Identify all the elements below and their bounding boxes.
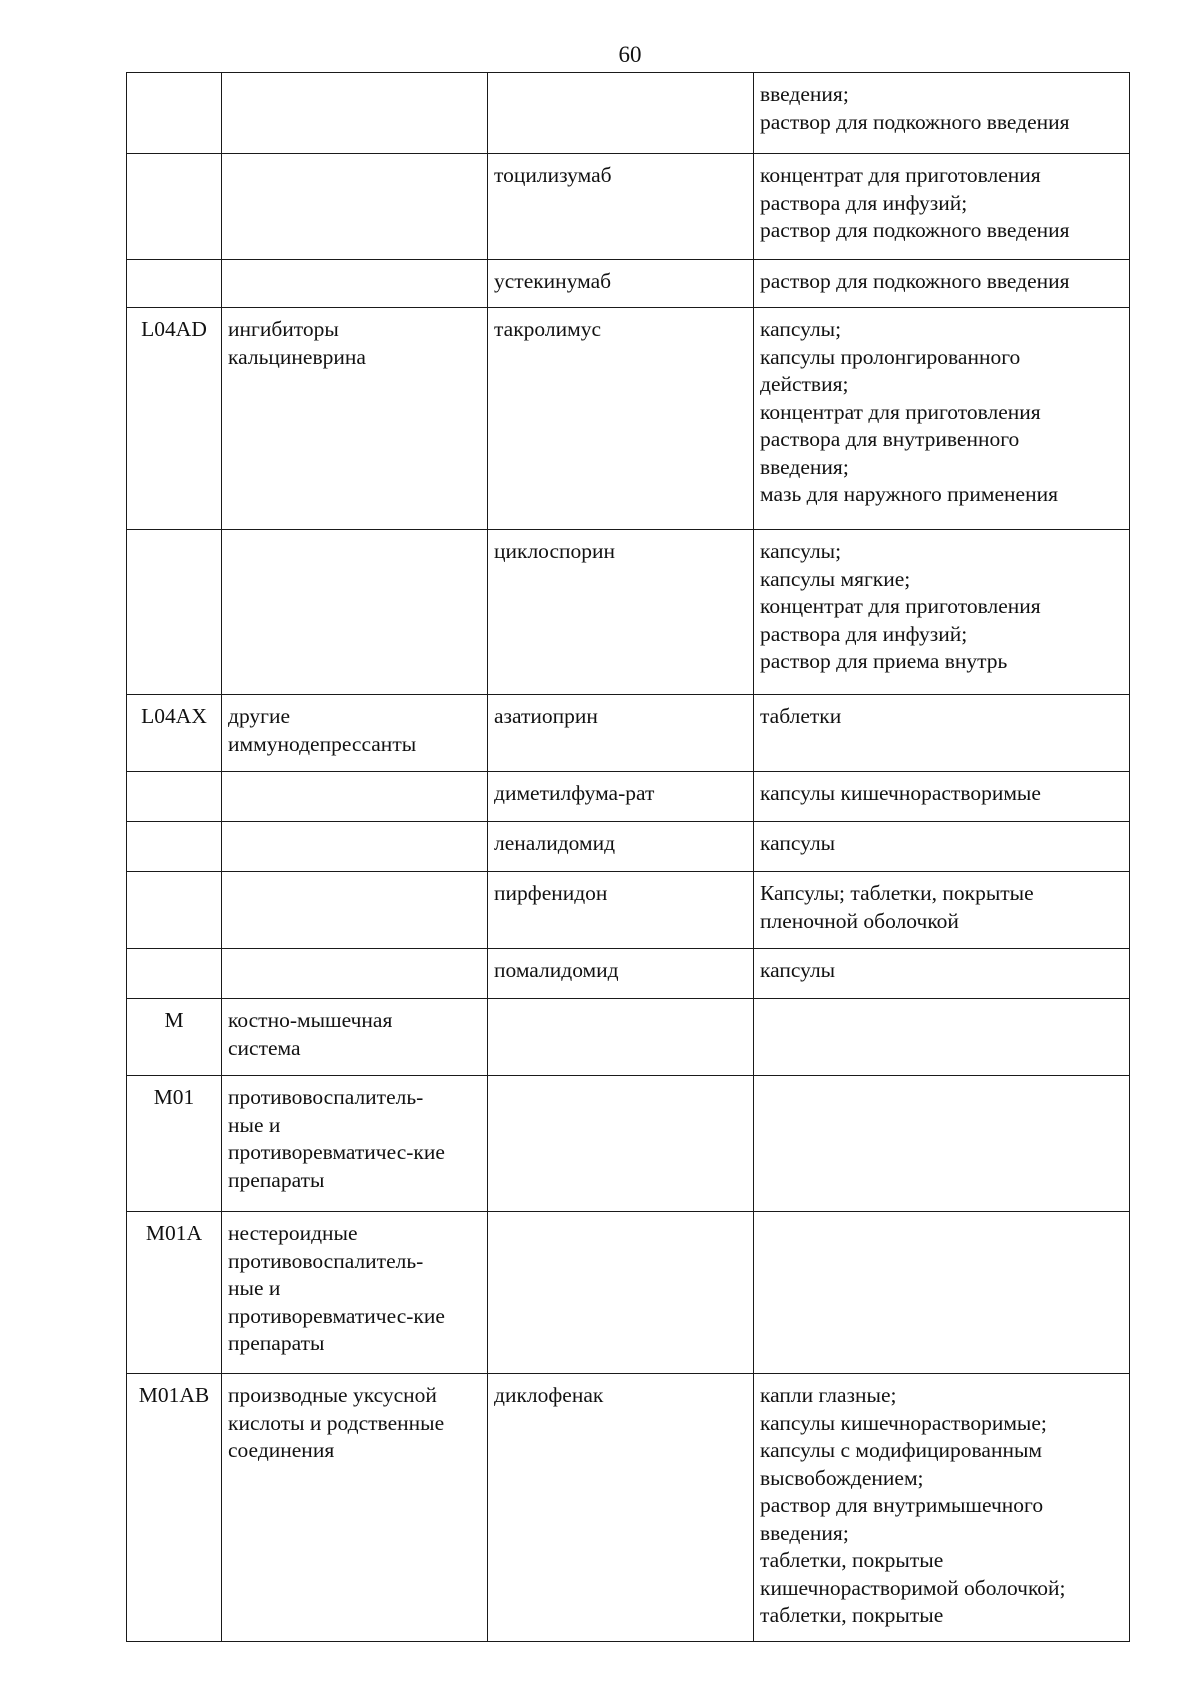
anatomical-group-cell: противовоспалитель- ные и противоревматичес-кие препараты — [222, 1076, 488, 1212]
table-row — [127, 999, 1130, 1076]
atc-code-cell — [127, 872, 222, 949]
drug-name-cell: леналидомид — [488, 822, 754, 872]
drug-name-cell: диклофенак — [488, 1374, 754, 1642]
table-row — [127, 872, 1130, 949]
page-number: 60 — [618, 42, 642, 67]
atc-code-cell: L04AX — [127, 695, 222, 772]
drug-name-cell: пирфенидон — [488, 872, 754, 949]
dosage-form-cell: капсулы кишечнорастворимые — [754, 772, 1130, 822]
atc-code-cell: M01A — [127, 1212, 222, 1374]
dosage-form-cell: Капсулы; таблетки, покрытые пленочной оболочкой — [754, 872, 1130, 949]
table-row — [127, 154, 1130, 260]
atc-code-cell — [127, 154, 222, 260]
dosage-form-cell: концентрат для приготовления раствора для инфузий; раствор для подкожного введения — [754, 154, 1130, 260]
drug-name-cell: циклоспорин — [488, 530, 754, 695]
table-row — [127, 530, 1130, 695]
anatomical-group-cell — [222, 260, 488, 308]
atc-code-cell — [127, 530, 222, 695]
drug-name-cell — [488, 1212, 754, 1374]
atc-code-cell: M01 — [127, 1076, 222, 1212]
anatomical-group-cell — [222, 154, 488, 260]
drug-table — [126, 72, 1130, 1642]
table-row — [127, 695, 1130, 772]
atc-code-cell — [127, 772, 222, 822]
anatomical-group-cell — [222, 73, 488, 154]
table-row — [127, 949, 1130, 999]
table-row — [127, 1076, 1130, 1212]
anatomical-group-cell: нестероидные противовоспалитель- ные и противоревматичес-кие препараты — [222, 1212, 488, 1374]
anatomical-group-cell: другие иммунодепрессанты — [222, 695, 488, 772]
drug-name-cell — [488, 999, 754, 1076]
drug-name-cell — [488, 1076, 754, 1212]
atc-code-cell: M — [127, 999, 222, 1076]
table-row — [127, 822, 1130, 872]
dosage-form-cell: раствор для подкожного введения — [754, 260, 1130, 308]
dosage-form-cell: капсулы; капсулы пролонгированного действия; концентрат для приготовления раствора для внутривенного введения; мазь для наружного применения — [754, 308, 1130, 530]
anatomical-group-cell — [222, 949, 488, 999]
atc-code-cell — [127, 73, 222, 154]
dosage-form-cell — [754, 1076, 1130, 1212]
anatomical-group-cell: производные уксусной кислоты и родственные соединения — [222, 1374, 488, 1642]
table-row — [127, 1212, 1130, 1374]
drug-name-cell: помалидомид — [488, 949, 754, 999]
atc-code-cell — [127, 949, 222, 999]
dosage-form-cell: капсулы — [754, 949, 1130, 999]
atc-code-cell — [127, 822, 222, 872]
dosage-form-cell — [754, 1212, 1130, 1374]
dosage-form-cell: капсулы — [754, 822, 1130, 872]
dosage-form-cell: капсулы; капсулы мягкие; концентрат для приготовления раствора для инфузий; раствор для приема внутрь — [754, 530, 1130, 695]
anatomical-group-cell: ингибиторы кальциневрина — [222, 308, 488, 530]
dosage-form-cell — [754, 999, 1130, 1076]
drug-name-cell: тоцилизумаб — [488, 154, 754, 260]
dosage-form-cell: введения; раствор для подкожного введения — [754, 73, 1130, 154]
anatomical-group-cell — [222, 530, 488, 695]
anatomical-group-cell — [222, 772, 488, 822]
drug-name-cell: азатиоприн — [488, 695, 754, 772]
anatomical-group-cell — [222, 872, 488, 949]
table-row — [127, 73, 1130, 154]
table-row — [127, 772, 1130, 822]
drug-name-cell: такролимус — [488, 308, 754, 530]
table-row — [127, 260, 1130, 308]
dosage-form-cell: капли глазные; капсулы кишечнорастворимые; капсулы с модифицированным высвобождением; раствор для внутримышечного введения; таблетки, покрытые кишечнорастворимой оболочкой; таблетки, покрытые — [754, 1374, 1130, 1642]
anatomical-group-cell: костно-мышечная система — [222, 999, 488, 1076]
drug-name-cell: устекинумаб — [488, 260, 754, 308]
dosage-form-cell: таблетки — [754, 695, 1130, 772]
table-row — [127, 308, 1130, 530]
drug-name-cell — [488, 73, 754, 154]
atc-code-cell — [127, 260, 222, 308]
table-row — [127, 1374, 1130, 1642]
drug-name-cell: диметилфума-рат — [488, 772, 754, 822]
atc-code-cell: L04AD — [127, 308, 222, 530]
atc-code-cell: M01AB — [127, 1374, 222, 1642]
anatomical-group-cell — [222, 822, 488, 872]
